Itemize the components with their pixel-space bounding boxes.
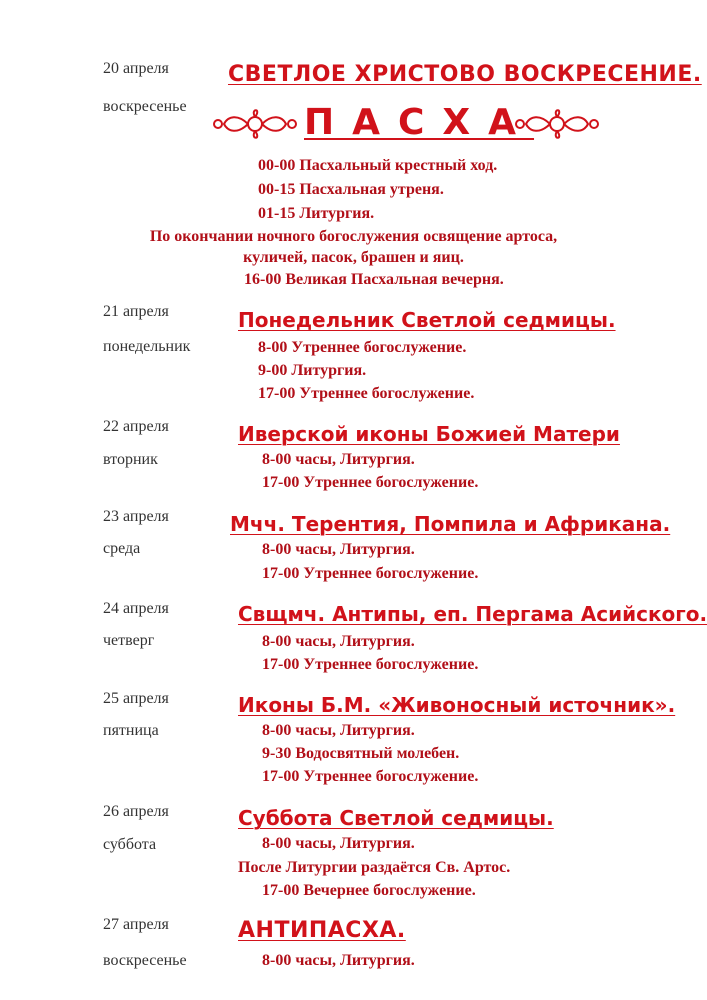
service-line: 8-00 часы, Литургия.: [262, 722, 415, 739]
service-line: 17-00 Утреннее богослужение.: [262, 565, 479, 582]
service-line: 16-00 Великая Пасхальная вечерня.: [244, 271, 504, 288]
day-weekday: понедельник: [103, 338, 191, 355]
day-date: 27 апреля: [103, 916, 169, 933]
service-line: 8-00 часы, Литургия.: [262, 835, 415, 852]
service-line: 8-00 часы, Литургия.: [262, 541, 415, 558]
service-line: 00-00 Пасхальный крестный ход.: [258, 157, 498, 174]
day-date: 26 апреля: [103, 803, 169, 820]
day-weekday: пятница: [103, 722, 159, 739]
day-title: Иконы Б.М. «Живоносный источник».: [238, 693, 676, 717]
service-line: 9-00 Литургия.: [258, 362, 367, 379]
service-line: 17-00 Вечернее богослужение.: [262, 882, 476, 899]
floral-ornament-icon: [512, 106, 602, 142]
day-weekday: среда: [103, 540, 141, 557]
day-title: Мчч. Терентия, Помпила и Африкана.: [230, 512, 671, 536]
service-line: 00-15 Пасхальная утреня.: [258, 181, 444, 198]
service-note: По окончании ночного богослужения освящение артоса,: [149, 228, 558, 245]
day-date: 24 апреля: [103, 600, 169, 617]
day-weekday: вторник: [103, 451, 158, 468]
service-note: куличей, пасок, брашен и яиц.: [243, 249, 464, 266]
day-date: 21 апреля: [103, 303, 169, 320]
service-note: После Литургии раздаётся Св. Артос.: [238, 859, 511, 876]
day-weekday: четверг: [103, 632, 155, 649]
service-line: 8-00 Утреннее богослужение.: [258, 339, 467, 356]
service-line: 8-00 часы, Литургия.: [262, 952, 415, 969]
service-line: 17-00 Утреннее богослужение.: [262, 656, 479, 673]
day-title: Понедельник Светлой седмицы.: [238, 308, 616, 332]
pascha-title: ПАСХА: [304, 102, 535, 143]
service-line: 17-00 Утреннее богослужение.: [258, 385, 475, 402]
day-title: АНТИПАСХА.: [238, 918, 406, 943]
day-weekday: воскресенье: [103, 952, 187, 969]
floral-ornament-icon: [210, 106, 300, 142]
service-line: 17-00 Утреннее богослужение.: [262, 474, 479, 491]
service-line: 8-00 часы, Литургия.: [262, 633, 415, 650]
easter-title: СВЕТЛОЕ ХРИСТОВО ВОСКРЕСЕНИЕ.: [228, 62, 702, 87]
service-line: 17-00 Утреннее богослужение.: [262, 768, 479, 785]
service-line: 8-00 часы, Литургия.: [262, 451, 415, 468]
day-title: Свщмч. Антипы, еп. Пергама Асийского.: [238, 602, 707, 626]
day-date: 22 апреля: [103, 418, 169, 435]
easter-weekday: воскресенье: [103, 98, 187, 115]
day-date: 25 апреля: [103, 690, 169, 707]
day-title: Суббота Светлой седмицы.: [238, 806, 554, 830]
day-date: 23 апреля: [103, 508, 169, 525]
service-line: 01-15 Литургия.: [258, 205, 375, 222]
day-title: Иверской иконы Божией Матери: [238, 422, 620, 446]
service-line: 9-30 Водосвятный молебен.: [262, 745, 460, 762]
day-weekday: суббота: [103, 836, 157, 853]
easter-date: 20 апреля: [103, 60, 169, 77]
